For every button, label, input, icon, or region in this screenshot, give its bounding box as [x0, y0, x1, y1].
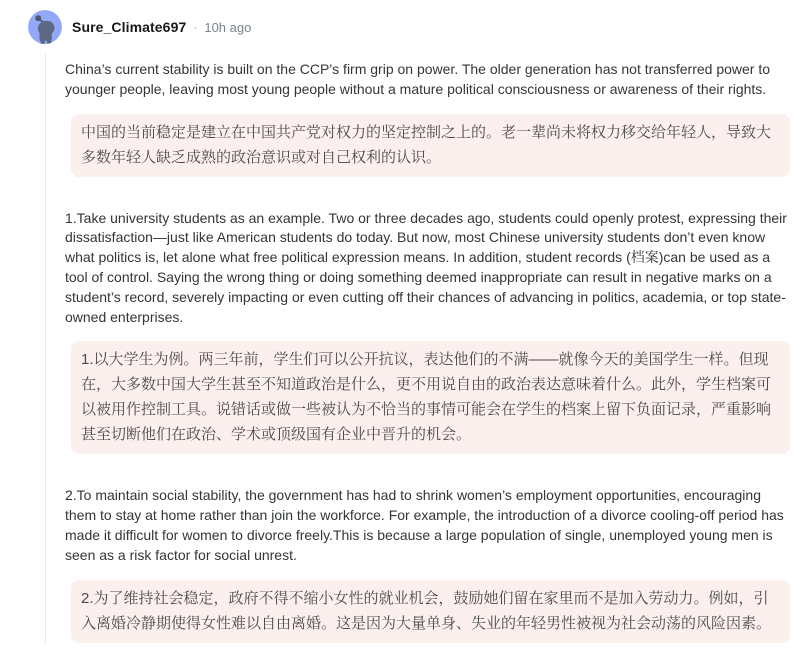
comment-paragraph-en-2: 1.Take university students as an example. Two or three decades ago, students could openly protest, expressing their dissatisfaction—just like American students do today. But now, most Chinese university students don’t even know what politics is, let alone what free political expression means. In addition, student records (档案)can be used as a tool of control. Saying the wrong thing or doing something deemed inappropriate can result in negative marks on a student’s record, severely impacting or even cutting off their chances of advancing in politics, academia, or top state-owned enterprises. — [65, 209, 787, 325]
comment-paragraph-en-3: 2.To maintain social stability, the government has had to shrink women’s employment opportunities, encouraging them to stay at home rather than join the workforce. For example, the introduction of a divorce cooling-off period has made it difficult for women to divorce freely.This is because a large population of single, unemployed young men is seen as a risk factor for social unrest. — [65, 487, 784, 563]
comment-header — [0, 10, 800, 44]
reddit-snoo-avatar-icon — [28, 10, 62, 44]
translation-block-zh-1: 中国的当前稳定是建立在中国共产党对权力的坚定控制之上的。老一辈尚未将权力移交给年轻人，导致大多数年轻人缺乏成熟的政治意识或对自己权利的认识。 — [71, 114, 790, 177]
user-avatar[interactable] — [28, 10, 62, 44]
translation-block-zh-2: 1.以大学生为例。两三年前，学生们可以公开抗议，表达他们的不满——就像今天的美国学生一样。但现在，大多数中国大学生甚至不知道政治是什么，更不用说自由的政治表达意味着什么。此外，学生档案可以被用作控制工具。说错话或做一些被认为不恰当的事情可能会在学生的档案上留下负面记录，严重影响甚至切断他们在政治、学术或顶级国有企业中晋升的机会。 — [71, 341, 790, 454]
translation-block-zh-3: 2.为了维持社会稳定，政府不得不缩小女性的就业机会，鼓励她们留在家里而不是加入劳动力。例如，引入离婚冷静期使得女性难以自由离婚。这是因为大量单身、失业的年轻男性被视为社会动荡的风险因素。 — [71, 580, 790, 643]
comment-body — [65, 60, 790, 643]
comment-username[interactable]: Sure_Climate697 — [72, 19, 187, 35]
comment-timestamp: 10h ago — [204, 19, 252, 35]
meta-separator-dot: · — [193, 20, 198, 34]
comment-collapse-thread-line[interactable] — [45, 54, 46, 643]
comment-paragraph-en-1: China’s current stability is built on the CCP’s firm grip on power. The older generation has not transferred power to younger people, leaving most young people without a mature political consciousness or awareness of their rights. — [65, 61, 771, 97]
